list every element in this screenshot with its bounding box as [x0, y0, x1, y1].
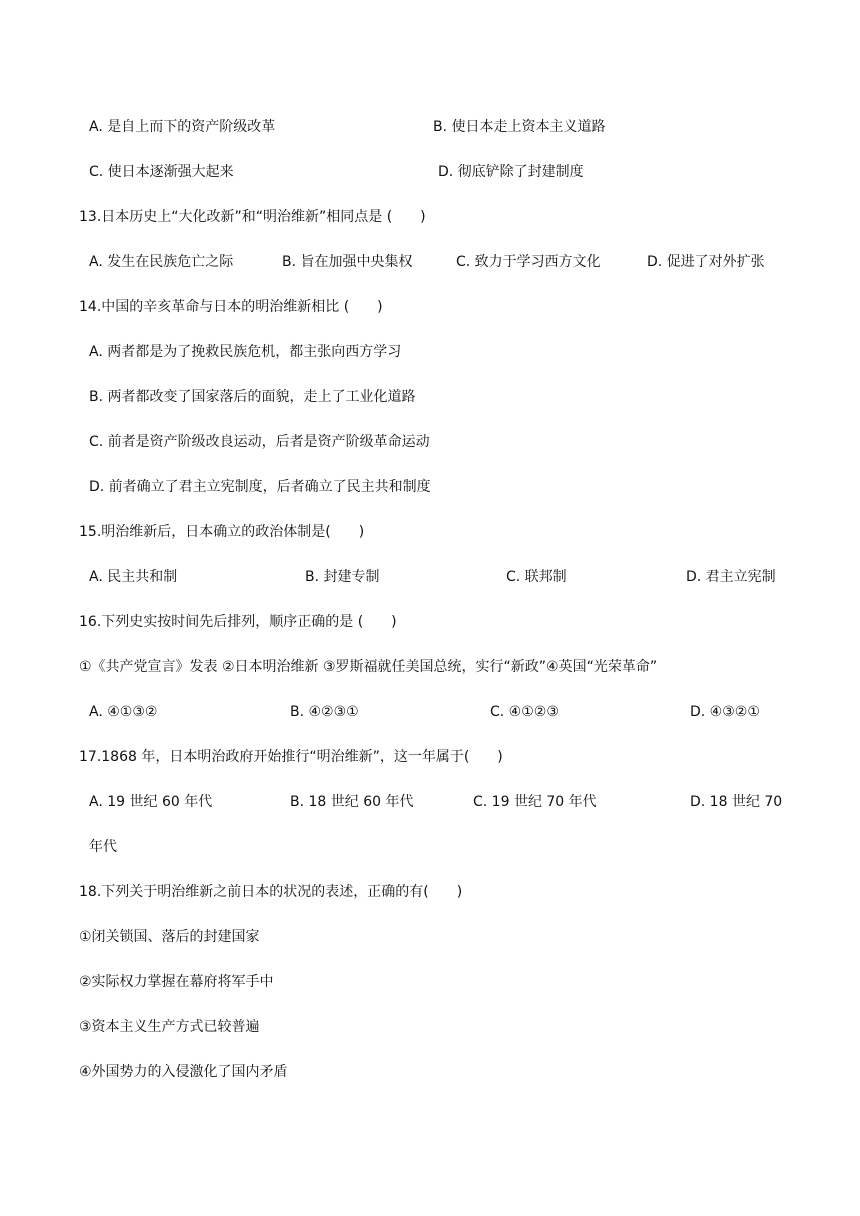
q13-stem: 13.日本历史上“大化改新”和“明治维新”相同点是 ( ) — [79, 209, 426, 225]
q18-stem: 18.下列关于明治维新之前日本的状况的表述，正确的有( ) — [79, 884, 463, 900]
q15-stem: 15.明治维新后，日本确立的政治体制是( ) — [79, 524, 365, 540]
q16-option-a: A. ④①③② — [89, 704, 158, 720]
q13-option-d: D. 促进了对外扩张 — [647, 254, 765, 270]
q14-option-a: A. 两者都是为了挽救民族危机，都主张向西方学习 — [89, 344, 402, 360]
q17-option-a: A. 19 世纪 60 年代 — [89, 794, 213, 810]
q14-option-c: C. 前者是资产阶级改良运动，后者是资产阶级革命运动 — [89, 434, 430, 450]
q17-option-d-continued: 年代 — [89, 839, 117, 855]
q13-option-a: A. 发生在民族危亡之际 — [89, 254, 234, 270]
q16-option-d: D. ④③②① — [690, 704, 760, 720]
q18-statement-3: ③资本主义生产方式已较普遍 — [79, 1019, 260, 1035]
q13-option-c: C. 致力于学习西方文化 — [456, 254, 601, 270]
q16-option-c: C. ④①②③ — [490, 704, 559, 720]
q16-option-b: B. ④②③① — [290, 704, 359, 720]
q18-statement-1: ①闭关锁国、落后的封建国家 — [79, 929, 260, 945]
q16-events: ①《共产党宣言》发表 ②日本明治维新 ③罗斯福就任美国总统，实行“新政”④英国“光荣革命” — [79, 659, 658, 675]
q15-option-b: B. 封建专制 — [305, 569, 380, 585]
q15-option-c: C. 联邦制 — [506, 569, 567, 585]
q17-option-b: B. 18 世纪 60 年代 — [290, 794, 414, 810]
q12-option-a: A. 是自上而下的资产阶级改革 — [89, 119, 276, 135]
q15-option-d: D. 君主立宪制 — [686, 569, 776, 585]
q17-option-d: D. 18 世纪 70 — [690, 794, 783, 810]
q14-option-b: B. 两者都改变了国家落后的面貌，走上了工业化道路 — [89, 389, 416, 405]
q12-option-b: B. 使日本走上资本主义道路 — [433, 119, 606, 135]
q17-option-c: C. 19 世纪 70 年代 — [473, 794, 597, 810]
q16-stem: 16.下列史实按时间先后排列，顺序正确的是 ( ) — [79, 614, 397, 630]
q18-statement-4: ④外国势力的入侵激化了国内矛盾 — [79, 1064, 288, 1080]
q15-option-a: A. 民主共和制 — [89, 569, 178, 585]
q12-option-c: C. 使日本逐渐强大起来 — [89, 164, 234, 180]
q12-option-d: D. 彻底铲除了封建制度 — [438, 164, 584, 180]
q13-option-b: B. 旨在加强中央集权 — [282, 254, 413, 270]
q14-option-d: D. 前者确立了君主立宪制度，后者确立了民主共和制度 — [89, 479, 431, 495]
q18-statement-2: ②实际权力掌握在幕府将军手中 — [79, 974, 274, 990]
q17-stem: 17.1868 年，日本明治政府开始推行“明治维新”，这一年属于( ) — [79, 749, 503, 765]
q14-stem: 14.中国的辛亥革命与日本的明治维新相比 ( ) — [79, 299, 383, 315]
